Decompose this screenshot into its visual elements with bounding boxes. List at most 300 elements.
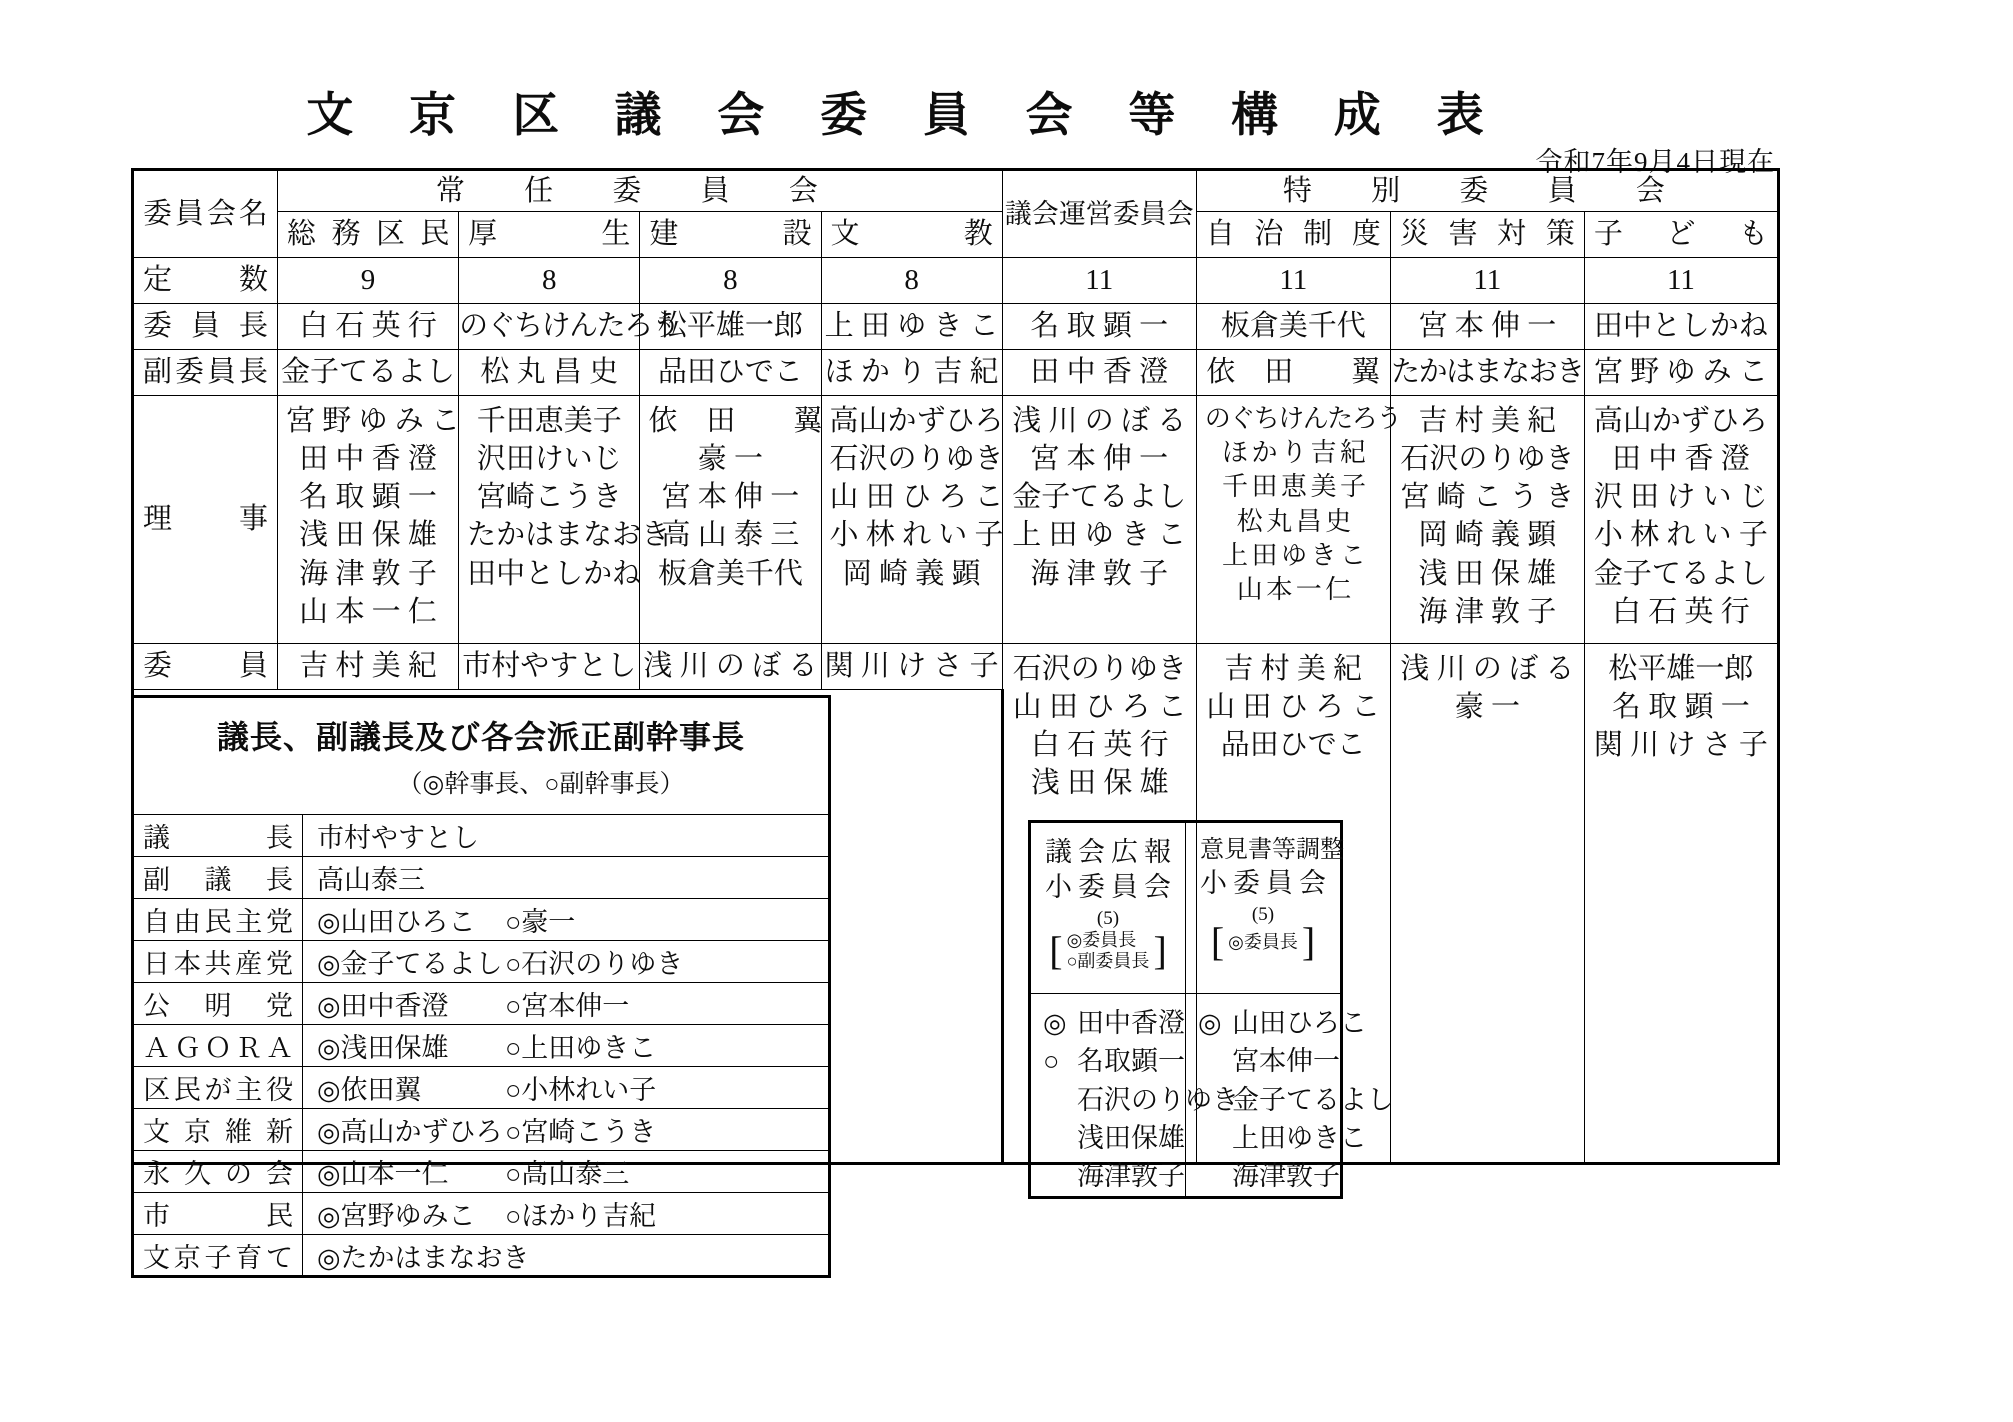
bracket-right: ] (1153, 928, 1167, 974)
label-text (134, 1152, 302, 1191)
director-list (648, 402, 823, 593)
person-name: 高 山 泰 三 (661, 519, 800, 552)
table-row-members (133, 644, 1779, 690)
legend-lines (1067, 930, 1150, 972)
glyph: 区 (375, 218, 405, 250)
vice-chair-soumu-kumin: 金子てるよし (277, 350, 458, 396)
glyph: 新 (266, 1117, 293, 1147)
table-row-quota (133, 258, 1779, 304)
glyph: 民 (266, 1201, 293, 1231)
person-name: 上田ゆきこ (1232, 1122, 1367, 1153)
person-name: 宮 崎 こ う き (1400, 481, 1575, 514)
glyph: 主 (235, 1075, 263, 1105)
officers-row-people (303, 1151, 830, 1193)
glyph: 市 (143, 1201, 170, 1231)
directors-kensetsu (640, 396, 821, 644)
document-date: 令和7年9月4日現在 (1535, 147, 1775, 177)
glyph: 議 (1045, 837, 1072, 867)
subcommittee-title-line-1 (1196, 835, 1344, 866)
glyph: 議 (204, 865, 232, 895)
subcommittee-member (1198, 1004, 1367, 1042)
vice-chair-kodomo: 宮 野 ゆ み こ (1584, 350, 1778, 396)
person-name: 岡 崎 義 顕 (1418, 519, 1557, 552)
subcommittee-member (1198, 1042, 1340, 1080)
glyph: 事 (238, 503, 268, 535)
person-name: 田中としかね (467, 557, 642, 590)
officers-row (133, 941, 830, 983)
glyph: 日 (143, 949, 170, 979)
officers-table (131, 695, 831, 1278)
subcommittee-header-ikensho (1186, 822, 1342, 994)
person-name: 海 津 敦 子 (1030, 557, 1169, 590)
member-list (1012, 650, 1188, 803)
label-text (134, 1236, 302, 1275)
vice-chair-kousei: 松 丸 昌 史 (459, 350, 640, 396)
person-name: 名取顕一 (1077, 1046, 1185, 1077)
subcommittee-member (1043, 1119, 1185, 1157)
heading-line-1: 議長、副議長及び各会派正副幹事長 (216, 719, 745, 755)
subcommittee-member (1043, 1042, 1185, 1080)
glyph: 共 (204, 949, 232, 979)
member-list (1205, 650, 1382, 764)
person-name: 関 川 け さ 子 (1593, 729, 1768, 762)
chair-bunkyou: 上 田 ゆ き こ (821, 304, 1002, 350)
director-list (1593, 402, 1769, 631)
vice-chair-bunkyou: ほ か り 吉 紀 (821, 350, 1002, 396)
person-name: 浅 田 保 雄 (1418, 557, 1557, 590)
glyph: 生 (601, 218, 631, 250)
label-text (134, 1110, 302, 1149)
label-text (134, 942, 302, 981)
bracket-left: [ (1210, 919, 1225, 965)
officers-rows (133, 815, 830, 1277)
table-row-chair (133, 304, 1779, 350)
label-text (134, 858, 302, 897)
primary-person: ◎浅田保雄 (317, 1033, 449, 1063)
members-bunkyou: 関 川 け さ 子 (821, 644, 1002, 690)
glyph: 度 (1351, 218, 1381, 250)
primary-person: ◎依田翼 (317, 1075, 422, 1105)
person-name: 品田ひでこ (1220, 729, 1366, 762)
glyph: 員 (1111, 871, 1138, 902)
label-text (134, 1194, 302, 1233)
role-mark: ◎ (1043, 1008, 1067, 1038)
chair-saigai-taisaku: 宮 本 伸 一 (1390, 304, 1584, 350)
officers-row-people (303, 1067, 830, 1109)
column-header-jichi-seido (1196, 212, 1390, 258)
glyph: 会 (1078, 837, 1105, 867)
glyph: 民 (173, 1075, 201, 1105)
row-label-members (133, 644, 278, 690)
glyph: 産 (235, 949, 263, 979)
officers-row-people (303, 857, 830, 899)
officers-row (133, 815, 830, 857)
column-header-saigai-taisaku (1390, 212, 1584, 258)
group-header-steering-committee (1002, 170, 1196, 258)
glyph: Ｒ (235, 1033, 263, 1063)
glyph: 維 (225, 1117, 252, 1147)
person-name: 石沢のりゆき (829, 443, 1004, 476)
glyph: 委 (174, 356, 204, 388)
glyph: 小 (1045, 871, 1072, 902)
director-list (829, 402, 1004, 593)
column-header-kodomo (1584, 212, 1778, 258)
person-name: 山 田 ひ ろ こ (829, 481, 1004, 514)
officers-row-people (303, 1235, 830, 1277)
glyph: 主 (235, 907, 263, 937)
chair-kousei: のぐちけんたろう (459, 304, 640, 350)
glyph: 見 (1224, 837, 1248, 863)
group-header-text: 常 任 委 員 会 (435, 174, 844, 207)
quota-kousei: 8 (459, 258, 640, 304)
secondary-person: ○高山泰三 (505, 1159, 630, 1189)
vice-chair-kensetsu: 品田ひでこ (640, 350, 821, 396)
person-name: 浅 川 の ぼ る (1012, 405, 1187, 437)
glyph: 厚 (468, 218, 498, 250)
subcommittee-member (1043, 1081, 1239, 1119)
glyph: Ａ (266, 1033, 293, 1063)
quota-jichi-seido: 11 (1196, 258, 1390, 304)
person-name: 岡 崎 義 顕 (842, 557, 981, 590)
glyph: 委 (143, 197, 173, 230)
directors-bunkyou (821, 396, 1002, 644)
glyph: 書 (1248, 837, 1272, 863)
heading-line-2: （◎幹事長、○副幹事長） (397, 771, 685, 798)
person-name: ほ か り 吉 紀 (1222, 438, 1365, 468)
person-name: 山 本 一 仁 (1236, 574, 1350, 604)
person-name: 宮 野 ゆ み こ (285, 405, 460, 437)
person-name: たかはまなおき (467, 519, 671, 552)
quota-soumu-kumin: 9 (277, 258, 458, 304)
person-name: 金子てるよし (1593, 557, 1768, 590)
person-name: 小 林 れ い 子 (1593, 519, 1768, 552)
officers-row-people (303, 1193, 830, 1235)
glyph: 公 (143, 991, 170, 1021)
person-name: 田 中 香 澄 (299, 443, 437, 476)
glyph: 由 (173, 907, 201, 937)
person-name: 豪 一 (1454, 691, 1520, 724)
glyph: 長 (266, 865, 293, 895)
person-name: 千田恵美子 (476, 405, 622, 437)
glyph: 務 (331, 218, 361, 250)
person-name: 海津敦子 (1232, 1161, 1340, 1192)
primary-person: ◎高山かずひろ (317, 1117, 503, 1147)
officers-row (133, 1151, 830, 1193)
person-name: 海 津 敦 子 (1418, 595, 1557, 628)
label-text (134, 984, 302, 1023)
group-header-text: 特 別 委 員 会 (1282, 174, 1691, 207)
person-name: 吉 村 美 紀 (1418, 405, 1557, 437)
directors-steering (1002, 396, 1196, 644)
officers-row-people (303, 1109, 830, 1151)
glyph: 会 (1299, 867, 1326, 898)
glyph: 治 (1254, 218, 1284, 250)
glyph: Ｏ (204, 1033, 232, 1063)
glyph: 害 (1448, 218, 1478, 250)
glyph: 民 (420, 218, 450, 250)
person-name: 松平雄一郎 (1608, 653, 1754, 685)
officers-row-label (133, 941, 303, 983)
primary-person: 市村やすとし (317, 823, 479, 853)
glyph: 教 (963, 218, 993, 250)
member-list (1593, 650, 1769, 764)
glyph: 自 (143, 907, 170, 937)
person-name: 金子てるよし (1232, 1084, 1394, 1115)
role-mark: ◎ (1198, 1008, 1222, 1038)
subcommittee-members-ikensho (1186, 994, 1394, 1198)
glyph: 会 (206, 197, 236, 230)
subcommittee-legend (1041, 930, 1175, 972)
table-row-vice-chair (133, 350, 1779, 396)
quota-kodomo: 11 (1584, 258, 1778, 304)
glyph: 役 (266, 1075, 293, 1105)
director-list (1399, 402, 1576, 631)
person-name: 上 田 ゆ き こ (1222, 540, 1365, 570)
person-name: 山 田 ひ ろ こ (1012, 691, 1187, 724)
person-name: 宮 本 伸 一 (1030, 443, 1169, 476)
glyph: 員 (206, 356, 236, 388)
glyph: 員 (238, 650, 268, 682)
person-name: 沢 田 け い じ (1593, 481, 1768, 514)
officers-row (133, 1235, 830, 1277)
members-kousei: 市村やすとし (459, 644, 640, 690)
officers-row-people (303, 983, 830, 1025)
glyph: Ａ (143, 1033, 170, 1063)
person-name: 板倉美千代 (657, 557, 803, 590)
glyph: 理 (143, 503, 173, 535)
bracket-right: ] (1301, 919, 1316, 965)
subcommittee-member (1198, 1157, 1340, 1195)
person-name: 山 田 ひ ろ こ (1206, 691, 1381, 724)
officers-row-people (303, 899, 830, 941)
officers-row-label (133, 1025, 303, 1067)
legend-lines (1228, 932, 1298, 953)
label-text (134, 816, 302, 855)
primary-person: ◎田中香澄 (317, 991, 449, 1021)
glyph: 対 (1497, 218, 1527, 250)
glyph: 京 (173, 1242, 201, 1273)
officers-row-label (133, 1109, 303, 1151)
person-name: 白 石 英 行 (1612, 595, 1750, 628)
glyph: 本 (173, 949, 201, 979)
members-saigai-taisaku (1390, 644, 1584, 1164)
page-title: 文 京 区 議 会 委 員 会 等 構 成 表 (306, 90, 1506, 142)
subcommittee-member (1043, 1157, 1185, 1195)
subcommittee-header-row (1030, 822, 1342, 994)
quota-kensetsu: 8 (640, 258, 821, 304)
quota-saigai-taisaku: 11 (1390, 258, 1584, 304)
glyph: 文 (143, 1242, 170, 1273)
officers-row-people (303, 941, 830, 983)
glyph: 災 (1399, 218, 1429, 250)
glyph: 建 (649, 218, 679, 250)
person-name: 松 丸 昌 史 (1236, 506, 1350, 536)
secondary-person: ○小林れい子 (505, 1075, 657, 1105)
member-list (1198, 1004, 1394, 1196)
column-header-kousei (459, 212, 640, 258)
label-text (134, 1068, 302, 1107)
secondary-person: ○石沢のりゆき (505, 949, 684, 979)
glyph: 子 (204, 1242, 232, 1273)
person-name: 田 中 香 澄 (1612, 443, 1750, 476)
row-label-directors (133, 396, 278, 644)
glyph: 文 (830, 218, 860, 250)
director-list (1011, 402, 1188, 593)
person-name: のぐちけんたろう (1204, 404, 1401, 433)
glyph: 定 (143, 264, 173, 296)
glyph: 明 (204, 991, 232, 1021)
vice-chair-jichi-seido: 依 田 翼 (1196, 350, 1390, 396)
subcommittee-legend (1196, 919, 1330, 965)
group-header-text: 議会運営委員会 (1004, 198, 1194, 229)
chair-jichi-seido: 板倉美千代 (1196, 304, 1390, 350)
glyph: 会 (1144, 871, 1171, 902)
person-name: 金子てるよし (1012, 481, 1187, 514)
label-text (134, 900, 302, 939)
glyph: 長 (238, 356, 268, 388)
officers-row-label (133, 1235, 303, 1277)
directors-kodomo (1584, 396, 1778, 644)
glyph: 設 (782, 218, 812, 250)
secondary-person: ○上田ゆきこ (505, 1033, 657, 1063)
subcommittee-count: (5) (1096, 908, 1120, 930)
glyph: 整 (1320, 837, 1344, 863)
row-label-chair (133, 304, 278, 350)
members-kensetsu: 浅 川 の ぼ る (640, 644, 821, 690)
person-name: 名 取 顕 一 (1612, 691, 1750, 724)
person-name: 吉 村 美 紀 (1224, 653, 1363, 685)
glyph: 委 (1078, 871, 1105, 902)
officers-row (133, 1067, 830, 1109)
quota-steering: 11 (1002, 258, 1196, 304)
glyph: 員 (190, 310, 220, 342)
group-header-special-committees (1196, 170, 1778, 212)
subcommittee-members-kouhou (1030, 994, 1239, 1198)
glyph: 会 (266, 1159, 293, 1189)
bracket-left: [ (1049, 928, 1063, 974)
glyph: 長 (238, 310, 268, 342)
members-soumu-kumin: 吉 村 美 紀 (277, 644, 458, 690)
glyph: ど (1666, 218, 1696, 250)
glyph: 党 (266, 907, 293, 937)
primary-person: ◎山本一仁 (317, 1159, 449, 1189)
glyph: 育 (235, 1242, 263, 1273)
glyph: 小 (1200, 867, 1227, 898)
glyph: 京 (184, 1117, 211, 1147)
officers-row (133, 1193, 830, 1235)
group-header-standing-committees (277, 170, 1002, 212)
glyph: 党 (266, 991, 293, 1021)
officers-row-label (133, 899, 303, 941)
director-list (467, 402, 671, 593)
officers-heading-row (133, 697, 830, 815)
column-header-bunkyou (821, 212, 1002, 258)
person-name: 海津敦子 (1077, 1161, 1185, 1192)
glyph: 策 (1545, 218, 1575, 250)
person-name: 石沢のりゆき (1012, 653, 1187, 685)
glyph: 員 (1266, 867, 1293, 898)
row-label-vice-chair (133, 350, 278, 396)
officers-row (133, 983, 830, 1025)
person-name: 山田ひろこ (1232, 1008, 1367, 1038)
glyph: 文 (143, 1117, 170, 1147)
officers-row-label (133, 815, 303, 857)
officers-row (133, 1109, 830, 1151)
vice-chair-steering: 田 中 香 澄 (1002, 350, 1196, 396)
person-name: 名 取 顕 一 (299, 481, 437, 514)
column-header-kensetsu (640, 212, 821, 258)
person-name: 石沢のりゆき (1077, 1084, 1239, 1115)
officers-row-label (133, 1193, 303, 1235)
subcommittee-members-row (1030, 994, 1342, 1198)
person-name: 白 石 英 行 (1030, 729, 1169, 762)
person-name: 浅 川 の ぼ る (1400, 653, 1575, 685)
person-name: 浅 田 保 雄 (299, 519, 437, 552)
subcommittee-count: (5) (1251, 904, 1275, 926)
quota-bunkyou: 8 (821, 258, 1002, 304)
glyph: Ｇ (173, 1033, 201, 1063)
person-name: 依 田 翼 (648, 405, 823, 437)
officers-row (133, 857, 830, 899)
person-name: 海 津 敦 子 (299, 557, 437, 590)
directors-saigai-taisaku (1390, 396, 1584, 644)
subcommittee-member (1198, 1081, 1394, 1119)
table-row-column-names (133, 212, 1779, 258)
glyph: の (225, 1159, 252, 1189)
primary-person: 高山泰三 (317, 865, 425, 895)
person-name: 田中香澄 (1077, 1008, 1185, 1038)
chair-steering: 名 取 顕 一 (1002, 304, 1196, 350)
officers-row-people (303, 1025, 830, 1067)
glyph: 等 (1272, 837, 1296, 863)
glyph: 副 (143, 356, 173, 388)
chair-kensetsu: 松平雄一郎 (640, 304, 821, 350)
glyph: 報 (1144, 837, 1171, 867)
directors-jichi-seido (1196, 396, 1401, 644)
directors-soumu-kumin (277, 396, 458, 644)
glyph: が (204, 1075, 232, 1105)
glyph: 名 (238, 197, 268, 230)
label-text (134, 1026, 302, 1065)
glyph: 久 (184, 1159, 211, 1189)
chair-soumu-kumin: 白 石 英 行 (277, 304, 458, 350)
row-label-quota (133, 258, 278, 304)
glyph: 数 (238, 264, 268, 296)
glyph: 委 (143, 650, 173, 682)
officers-row-label (133, 1151, 303, 1193)
glyph: 党 (266, 949, 293, 979)
director-list (285, 402, 460, 631)
director-list (1204, 402, 1401, 607)
glyph: 長 (266, 823, 293, 853)
person-name: 山 本 一 仁 (299, 595, 437, 628)
subcommittee-member (1198, 1119, 1367, 1157)
person-name: 石沢のりゆき (1400, 443, 1575, 476)
person-name: 沢田けいじ (476, 443, 622, 476)
primary-person: ◎金子てるよし (317, 949, 503, 979)
glyph: 委 (1233, 867, 1260, 898)
glyph: 永 (143, 1159, 170, 1189)
person-name: 千 田 恵 美 子 (1222, 472, 1365, 502)
chair-kodomo: 田中としかね (1584, 304, 1778, 350)
glyph: 総 (286, 218, 316, 250)
officers-table-heading (133, 697, 830, 815)
member-list (1399, 650, 1576, 726)
glyph: 調 (1296, 837, 1320, 863)
subcommittee-title-line-2 (1041, 870, 1175, 905)
directors-kousei (459, 396, 671, 644)
officers-row (133, 899, 830, 941)
